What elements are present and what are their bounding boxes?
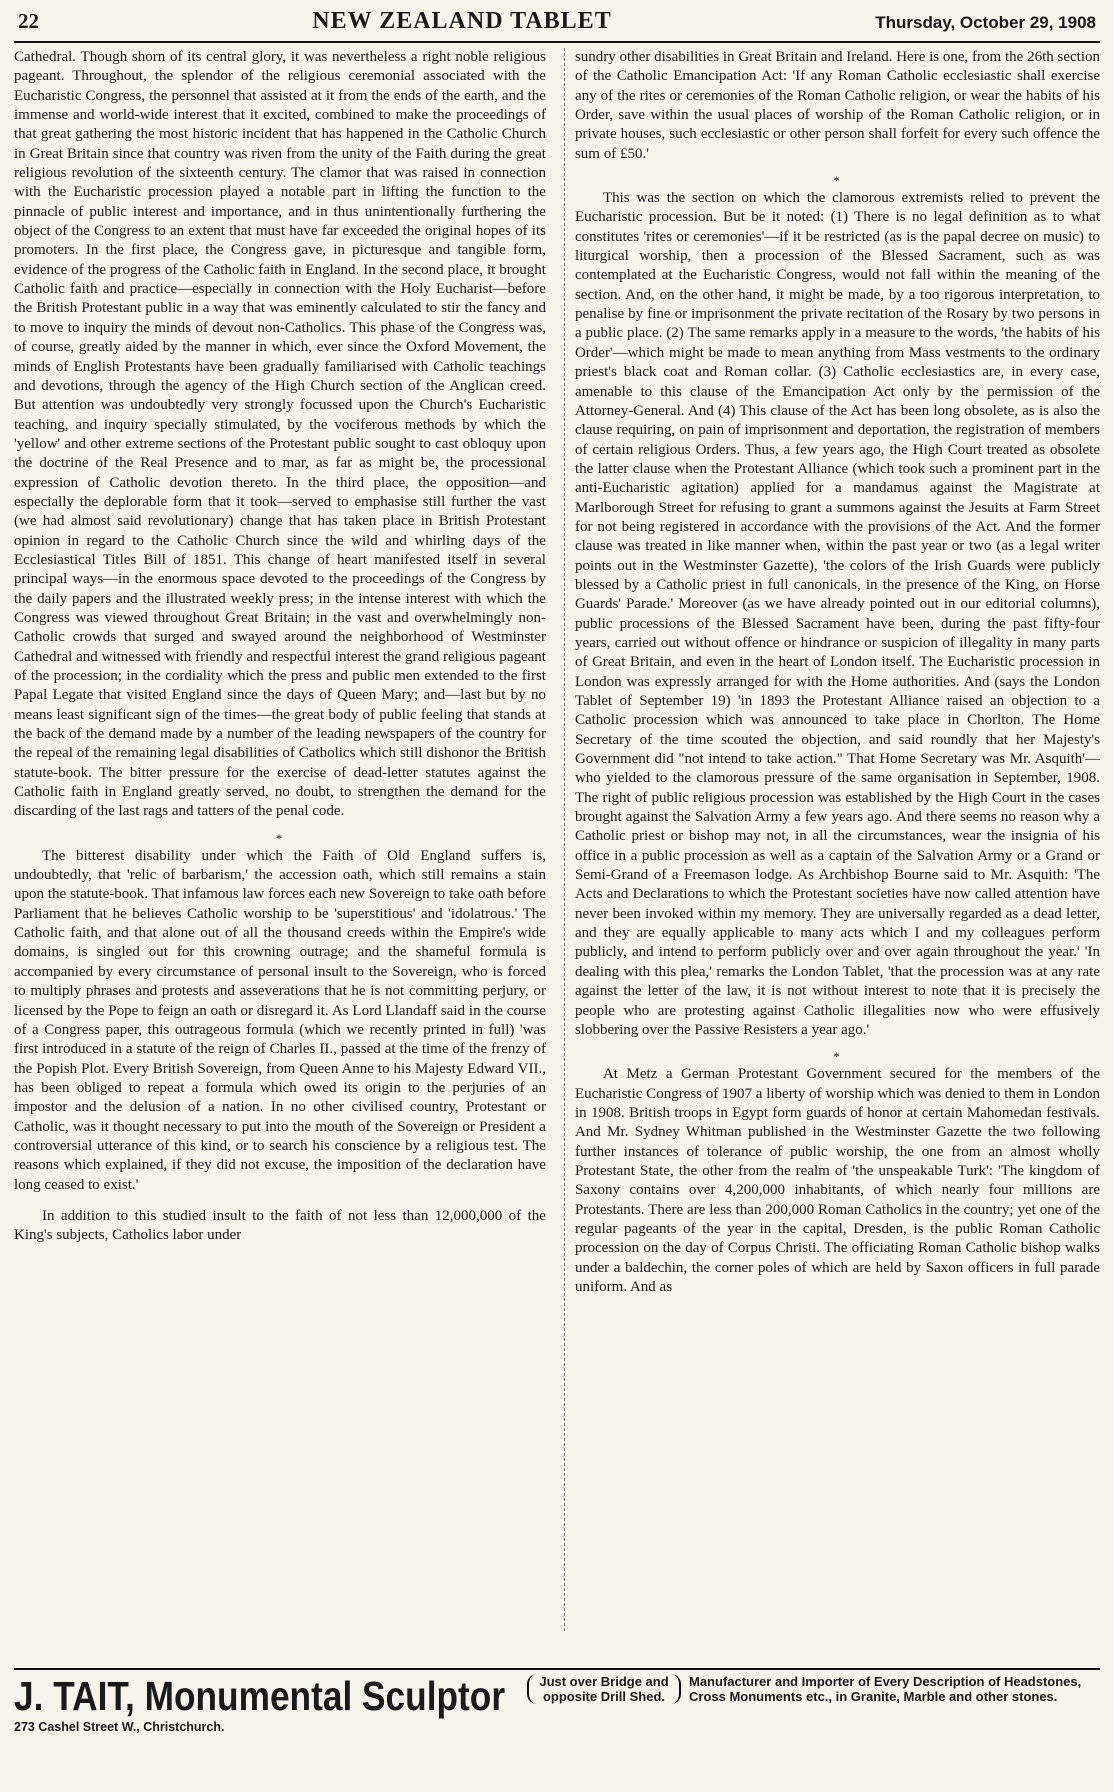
- right-column: [564, 48, 1100, 1631]
- advertiser-location: Just over Bridge and opposite Drill Shed.: [527, 1674, 681, 1704]
- left-column: [14, 48, 550, 1631]
- advertiser-block: [14, 1674, 519, 1734]
- right-paragraph-1: sundry other disabilities in Great Britain and Ireland. Here is one, from the 26th section of the Catholic Emancipation Act: 'If any Roman Catholic ecclesiastic shall exercise any of the rites or ceremonies of the Roman Catholic religion, or wear the habits of his Order, save within the usual places of worship of the Roman Catholic religion, or in private houses, such ecclesiastic or other person shall forfeit for every such offence the sum of £50.': [574, 49, 1100, 162]
- advertiser-address: 273 Cashel Street W., Christchurch.: [14, 1720, 225, 1734]
- page-header: [14, 8, 1100, 38]
- right-paragraph-3: At Metz a German Protestant Government secured for the members of the Eucharistic Congress of 1907 a liberty of worship which was denied to them in London in 1908. British troops in Egypt form guards of honor at certain Mahomedan festivals. And Mr. Sydney Whitman published in the Westminster Gazette the two following further instances of tolerance of public worship, the one from an almost wholly Protestant State, the other from the realm of 'the unspeakable Turk': 'The kingdom of Saxony contains over 4,200,000 inhabitants, of which nearly four millions are Protestants. There are less than 200,000 Roman Catholics in the country; yet one of the regular pageants of the year in the capital, Dresden, is the public Roman Catholic procession on the day of Corpus Christi. The officiating Roman Catholic bishop walks under a baldechin, the corner poles of which are held by Saxon officers in full parade uniform. And as: [574, 1066, 1100, 1295]
- issue-date: Thursday, October 29, 1908: [875, 13, 1096, 32]
- advertiser-name: J. TAIT, Monumental Sculptor: [14, 1673, 506, 1719]
- section-separator-star: *: [833, 173, 842, 189]
- section-separator-star: *: [275, 830, 285, 846]
- article-columns: [14, 48, 1100, 1631]
- page-number: 22: [18, 9, 39, 33]
- section-separator-star: *: [833, 1049, 842, 1065]
- advertisement-banner: [14, 1668, 1100, 1764]
- left-paragraph-2: The bitterest disability under which the Faith of Old England suffers is, undoubtedly, that 'relic of barbarism,' the accession oath, which still remains a stain upon the statute-book. That infamous law forces each new Sovereign to take oath before Parliament that he believes Catholic worship to be 'superstitious' and 'idolatrous.' The Catholic faith, and that alone out of all the thousand creeds within the Empire's wide domains, is singled out for this crowning outrage; and the shameful formula is accompanied by every circumstance of personal insult to the Sovereign, who is forced to multiply phrases and protests and asseverations that he is not committing perjury, or licensed by the Pope to feign an oath or disregard it. As Lord Llandaff said in the course of a Congress paper, this outrageous formula (which we recently printed in full) 'was first introduced in a statute of the reign of Charles II., passed at the time of the frenzy of the Popish Plot. Every British Sovereign, from Queen Anne to his Majesty Edward VII., has been obliged to repeat a formula which owed its origin to the perjuries of an impostor and the delusion of a nation. In no other civilised country, Protestant or Catholic, was it thought necessary to put into the mouth of the Sovereign or President a controversial utterance of this kind, or to search his conscience by a religious test. The reasons which explained, if they did not excuse, the imposition of the declaration have long ceased to exist.': [14, 847, 546, 1193]
- right-paragraph-2: This was the section on which the clamorous extremists relied to prevent the Eucharistic procession. But be it noted: (1) There is no legal definition as to what constitutes 'rites or ceremonies'—if it be restricted (as is the papal decree on music) to liturgical worship, then a procession of the Blessed Sacrament, such as was contemplated at the Eucharistic Congress, would not fall within the meaning of the section. And, on the other hand, it might be made, by a too rigorous interpretation, to penalise by fine or imprisonment the private recitation of the Rosary by two persons in a public place. (2) The same remarks apply in a measure to the words, 'the habits of his Order'—which might be made to mean anything from Mass vestments to the ordinary priest's black coat and Roman collar. (3) Catholic ecclesiastics are, in every case, amenable to this clause of the Emancipation Act only by the permission of the Attorney-General. And (4) This clause of the Act has been long obsolete, as is also the clause requiring, on pain of imprisonment and deportation, the registration of members of certain religious Orders. Thus, a few years ago, the High Court treated as obsolete the latter clause when the Protestant Alliance (which took such a prominent part in the anti-Eucharistic agitation) applied for a mandamus against the Magistrate at Marlborough Street for refusing to grant a summons against the Jesuits at Farm Street for not being registered in accordance with the provisions of the Act. And the former clause was treated in like manner when, within the past year or two (as a legal writer points out in the Westminster Gazette), 'the colors of the Irish Guards were publicly blessed by a Catholic priest in full canonicals, in the presence of the King, on Horse Guards' Parade.' Moreover (as we have already pointed out in our editorial columns), public processions of the Blessed Sacrament have been, during the past fifty-four years, carried out without offence or hindrance or suspicion of illegality in many parts of Great Britain, and even in the heart of London itself. The Eucharistic procession in London was expressly arranged for with the Home authorities. And (says the London Tablet of September 19) 'in 1893 the Protestant Alliance raised an objection to a Catholic procession which was announced to take place in Chorlton. The Home Secretary of the time scouted the objection, and said roundly that her Majesty's Government did "not intend to take action." That Home Secretary was Mr. Asquith'—who yielded to the clamorous pressure of the same organisation in September, 1908. The right of public religious procession was established by the High Court in the cases brought against the Salvation Army a few years ago. And there seems no reason why a Catholic priest or bishop may not, in all the circumstances, wear the insignia of his office in a public procession as well as a captain of the Salvation Army or a Grand or Semi-Grand of a Freemason lodge. As Archbishop Bourne said to Mr. Asquith: 'The Acts and Declarations to which the Protestant societies have now called attention have never been invoked within my memory. They are universally regarded as a dead letter, and they are equally applicable to many acts which I and my colleagues perform publicly, and intend to perform publicly over and over again throughout the year.' 'In dealing with this plea,' remarks the London Tablet, 'that the procession was at any rate against the letter of the law, it is not without interest to note that it is precisely the people who are protesting against Catholic illegalities now who were effusively slobbering over the Passive Resisters a year ago.': [574, 190, 1100, 1038]
- header-rule: [14, 41, 1100, 43]
- left-paragraph-1: Cathedral. Though shorn of its central glory, it was nevertheless a right noble religious pageant. Throughout, the splendor of the religious ceremonial associated with the Eucharistic Congress, the personnel that assisted at it from the ends of the earth, and the immense and world-wide interest that it excited, combined to make the proceedings of that great gathering the most historic incident that has happened in the Catholic Church in Great Britain since that country was riven from the unity of the Faith during the great religious revolution of the sixteenth century. The clamor that was raised in connection with the Eucharistic procession played a notable part in lifting the function to the pinnacle of public interest and importance, and in thus unintentionally furthering the object of the Congress to an extent that must have far exceeded the original hopes of its promoters. In the first place, the Congress gave, in picturesque and tangible form, evidence of the progress of the Catholic faith in England. In the second place, it brought Catholic faith and practice—especially in connection with the Holy Eucharist—before the British Protestant public in a way that was eminently calculated to stir the fancy and to move to inquiry the minds of devout non-Catholics. This phase of the Congress was, of course, greatly aided by the manner in which, ever since the Oxford Movement, the minds of English Protestants have been gradually familiarised with Catholic teachings and devotions, through the agency of the High Church section of the Anglican creed. But attention was undoubtedly very strongly focussed upon the Church's Eucharistic teaching, and inquiry specially stimulated, by the vociferous methods by which the 'yellow' and other extreme sections of the Protestant public sought to cast obloquy upon the doctrine of the Real Presence and to mar, as far as might be, the processional expression of Catholic devotion thereto. In the third place, the opposition—and especially the deplorable form that it took—served to emphasise still further the vast (we had almost said revolutionary) change that has taken place in British Protestant opinion in regard to the Catholic Church since the wild and whirling days of the Ecclesiastical Titles Bill of 1851. This change of heart manifested itself in several principal ways—in the enormous space devoted to the proceedings of the Congress by the daily papers and the illustrated weekly press; in the intense interest with which the Congress was viewed throughout Great Britain; in the vast and overwhelmingly non-Catholic crowds that surged and swayed around the neighborhood of Westminster Cathedral and witnessed with friendly and respectful interest the grand religious pageant of the procession; in the cordiality which the press and public men extended to the first Papal Legate that visited England since the days of Queen Mary; and—last but by no means least significant sign of the times—the great body of public feeling that stands at the back of the demand made by a number of the leading newspapers of the country for the repeal of the remaining legal disabilities of Catholics which still dishonor the British statute-book. The bitter pressure for the exercise of dead-letter statutes against the Catholic faith in England greatly served, no doubt, to strengthen the demand for the discarding of the last rags and tatters of the penal code.: [14, 49, 546, 820]
- masthead-title: NEW ZEALAND TABLET: [312, 8, 612, 34]
- left-paragraph-3: In addition to this studied insult to the faith of not less than 12,000,000 of the King's subjects, Catholics labor under: [14, 1207, 546, 1244]
- advertiser-description: Manufacturer and Importer of Every Description of Headstones, Cross Monuments etc., in Granite, Marble and other stones.: [689, 1674, 1082, 1704]
